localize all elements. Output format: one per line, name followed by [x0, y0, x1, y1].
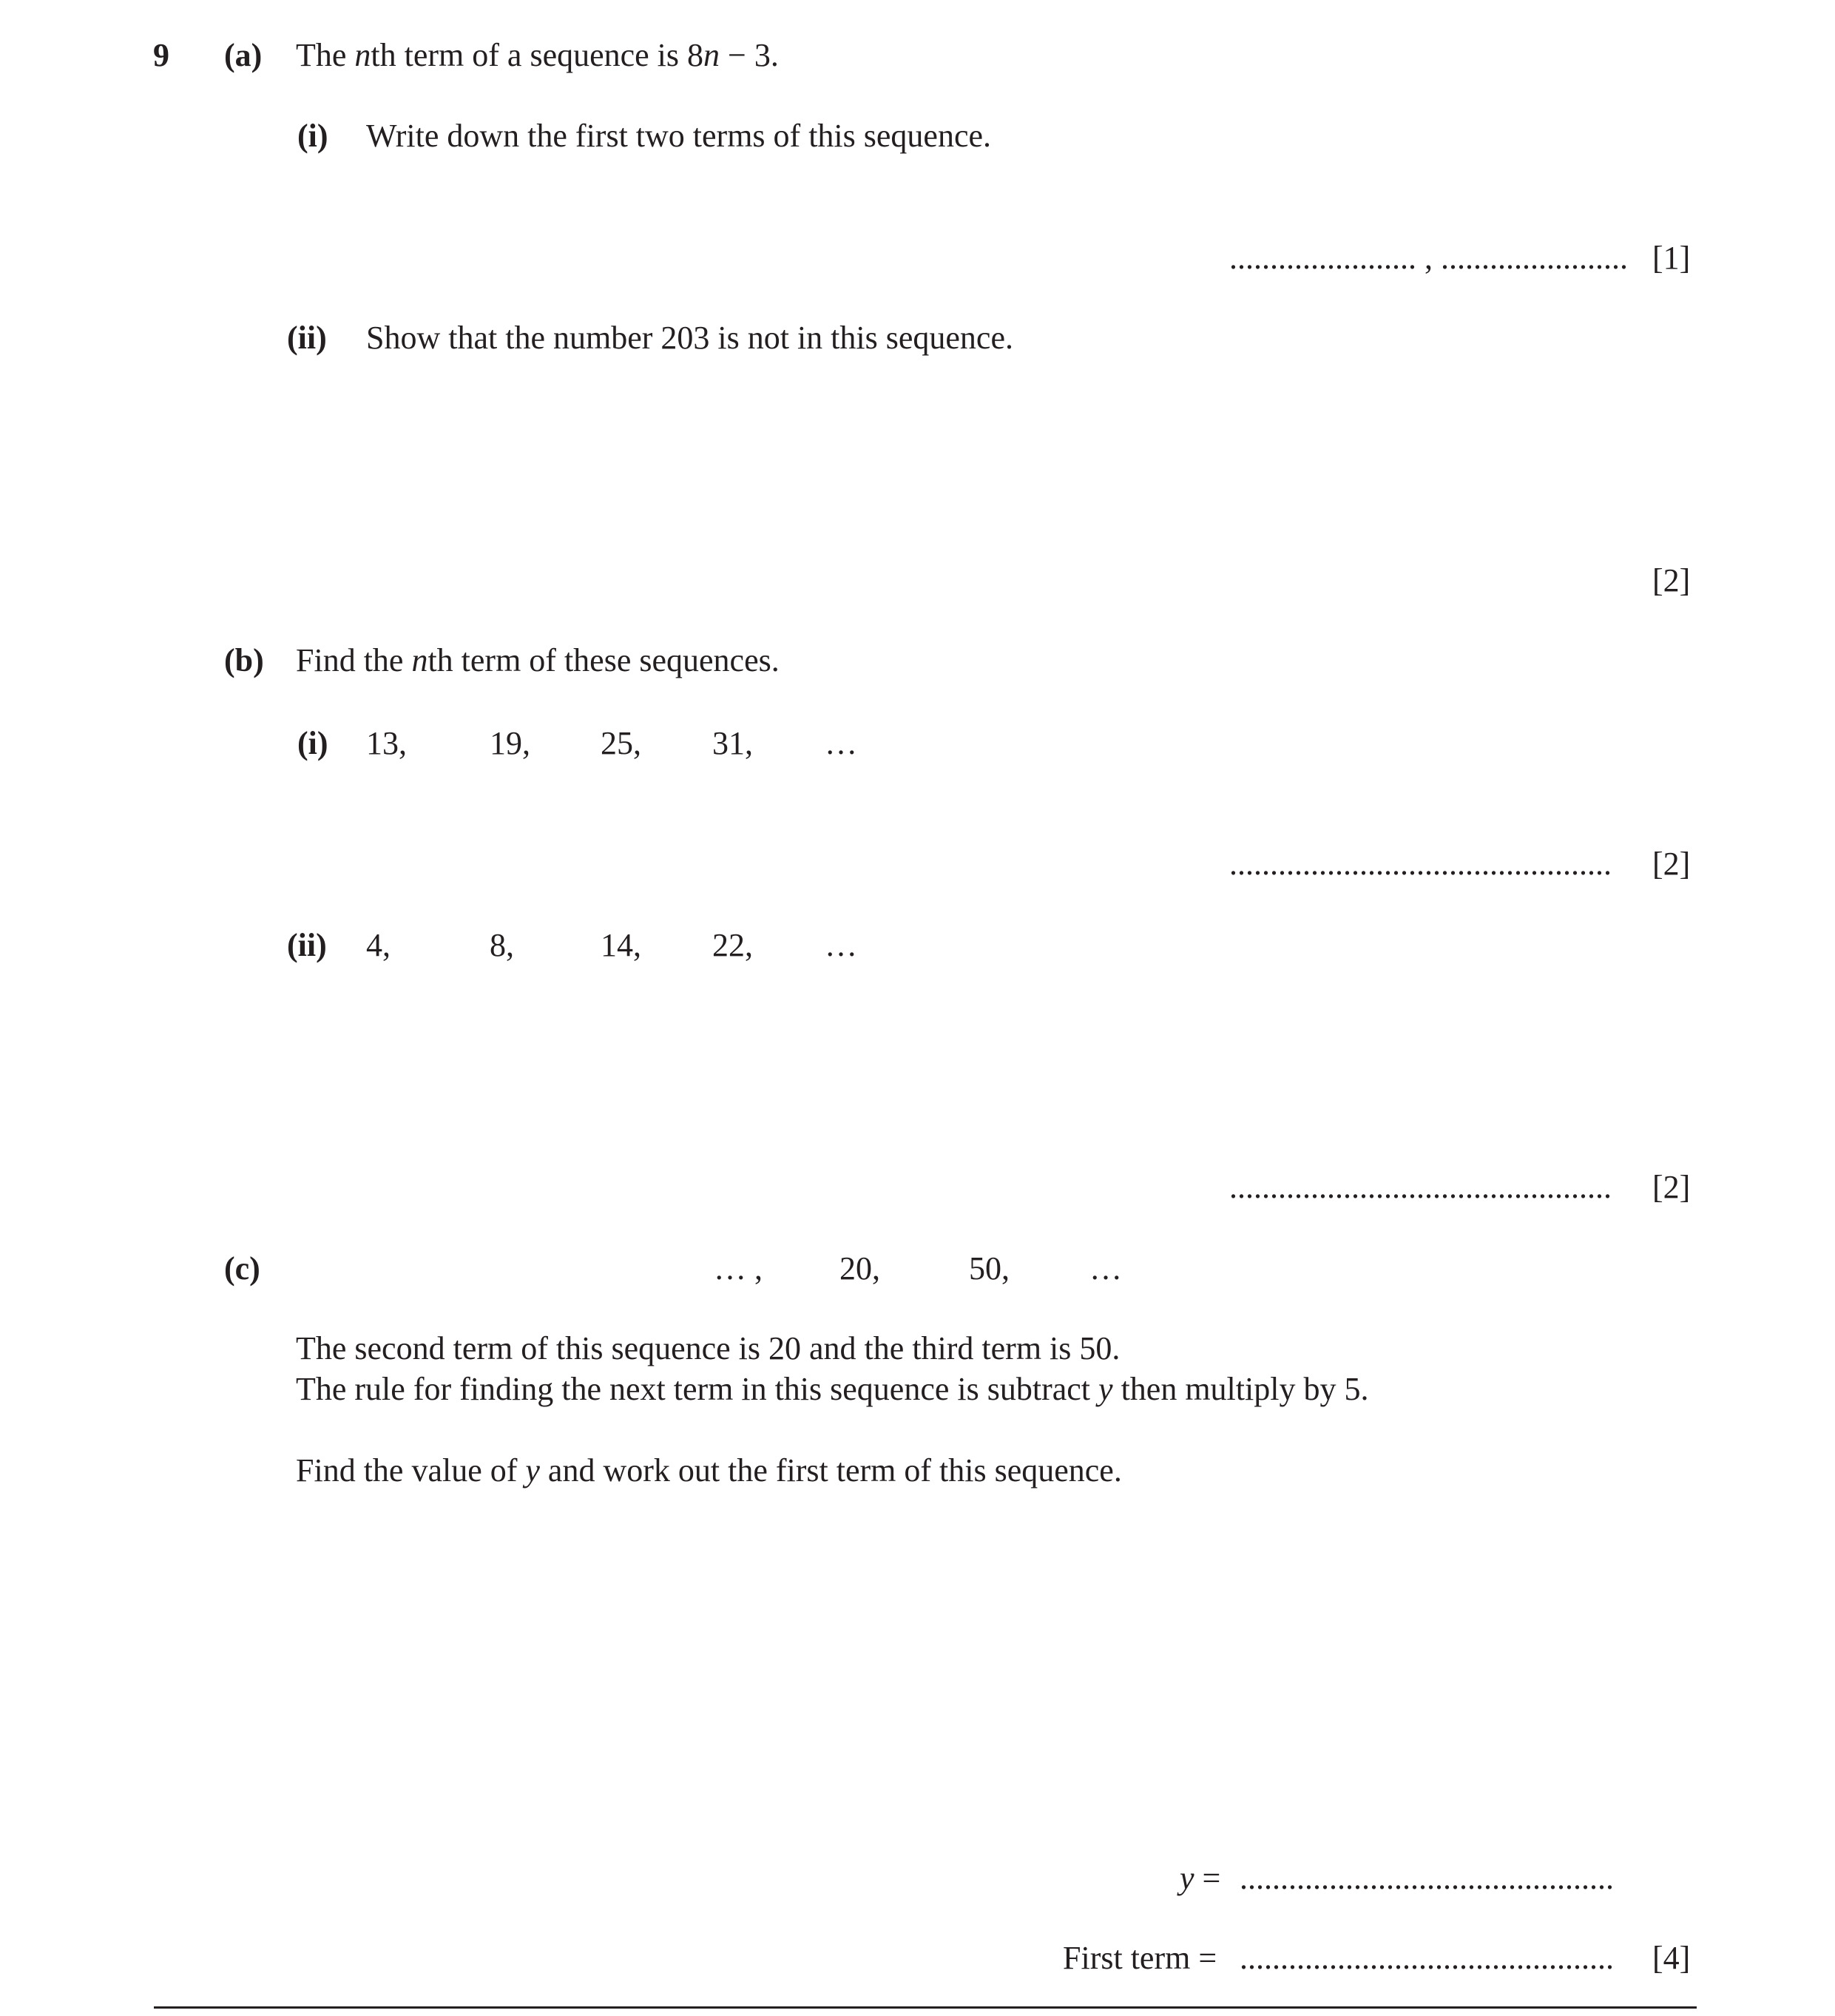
sequence-term: 31,	[712, 725, 753, 761]
part-b-i-marks: [2]	[1652, 846, 1691, 882]
sequence-term: 4,	[366, 927, 391, 963]
part-c-line-1: The second term of this sequence is 20 and the third term is 50.	[296, 1330, 1121, 1366]
part-b-i-answer-line[interactable]: ...............................................	[1229, 846, 1612, 882]
sequence-ellipsis: …	[825, 725, 857, 761]
part-a-label: (a)	[224, 37, 263, 73]
y-answer-line[interactable]: ..............................................	[1240, 1860, 1614, 1896]
part-b-i-label: (i)	[297, 725, 328, 761]
part-c-marks: [4]	[1652, 1940, 1691, 1976]
part-a-ii-marks: [2]	[1652, 562, 1691, 599]
sequence-term: 22,	[712, 927, 753, 963]
part-a-ii-label: (ii)	[287, 320, 327, 356]
part-b-label: (b)	[224, 642, 264, 678]
part-c-line-2: The rule for finding the next term in this sequence is subtract y then multiply by 5.	[296, 1371, 1369, 1407]
sequence-ellipsis: …	[1089, 1250, 1122, 1287]
sequence-term: 19,	[490, 725, 530, 761]
part-a-i-text: Write down the first two terms of this sequence.	[366, 118, 992, 154]
first-term-answer-line[interactable]: ..............................................	[1240, 1940, 1614, 1976]
part-a-i-label: (i)	[297, 118, 328, 154]
y-answer-label: y =	[1180, 1860, 1221, 1896]
sequence-term: 20,	[839, 1250, 880, 1287]
part-b-stem: Find the nth term of these sequences.	[296, 642, 780, 678]
bottom-divider	[154, 2006, 1697, 2009]
sequence-term: 13,	[366, 725, 407, 761]
sequence-term: 25,	[601, 725, 641, 761]
sequence-ellipsis: …	[825, 927, 857, 963]
part-a-stem: The nth term of a sequence is 8n − 3.	[296, 37, 779, 73]
part-a-i-answer-line[interactable]: ....................... , .......................	[1229, 240, 1628, 276]
part-c-line-3: Find the value of y and work out the first term of this sequence.	[296, 1452, 1122, 1489]
sequence-term: … ,	[714, 1250, 763, 1287]
part-b-ii-marks: [2]	[1652, 1169, 1691, 1205]
sequence-term: 50,	[969, 1250, 1010, 1287]
part-a-ii-text: Show that the number 203 is not in this sequence.	[366, 320, 1013, 356]
part-b-ii-answer-line[interactable]: ...............................................	[1229, 1169, 1612, 1205]
part-a-i-marks: [1]	[1652, 240, 1691, 276]
sequence-term: 14,	[601, 927, 641, 963]
first-term-label: First term =	[1063, 1940, 1217, 1976]
question-number: 9	[153, 37, 169, 73]
part-c-label: (c)	[224, 1250, 260, 1287]
sequence-term: 8,	[490, 927, 514, 963]
part-b-ii-label: (ii)	[287, 927, 327, 963]
